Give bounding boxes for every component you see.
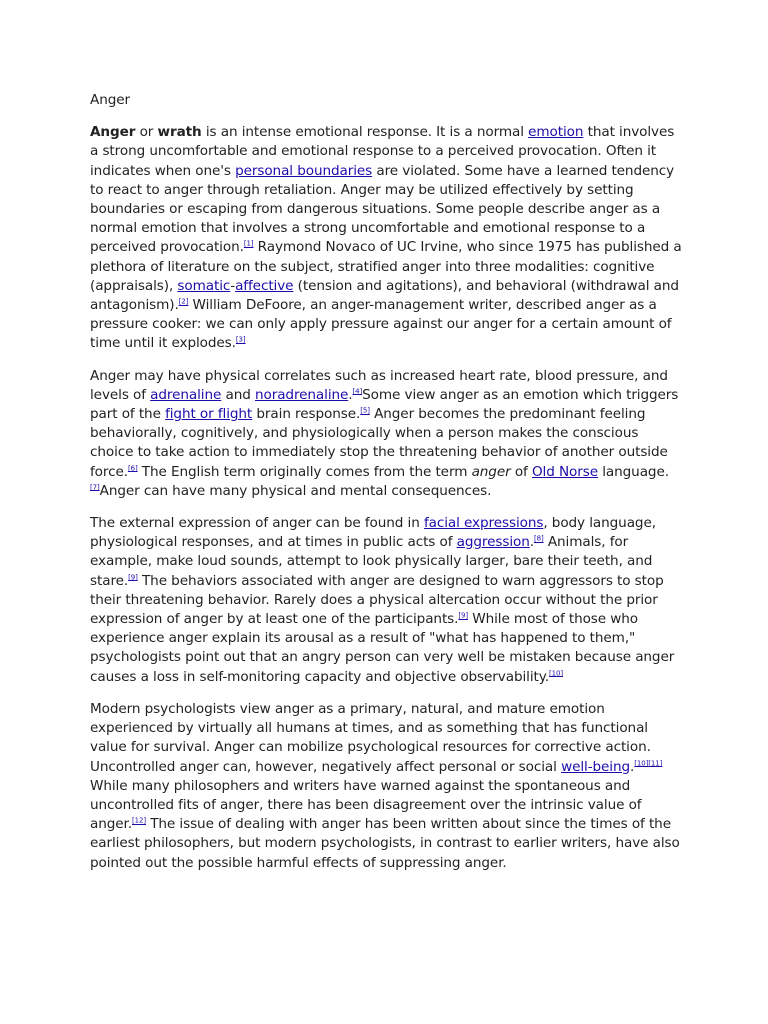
citation-superscript [534, 535, 544, 543]
text-run: Anger becomes the predominant feeling behaviorally, cognitively, and physiologically when a person makes the conscious choice to take action to immediately stop the threatening behavior of another outside force. [90, 406, 668, 480]
text-run: . [630, 758, 635, 775]
citation-superscript [458, 612, 468, 620]
text-run: of [510, 463, 532, 480]
citation-link[interactable]: [10] [548, 669, 563, 678]
text-run: are violated. Some have a learned tendency to react to anger through retaliation. Anger may be utilized effectively by setting boundaries or escaping from dangerous situations. Some people describe anger as a normal emotion that involves a strong uncomfortable and emotional response to a perceived provocation. [90, 162, 675, 256]
text-run: or [135, 124, 158, 141]
text-run: The English term originally comes from the term [137, 463, 472, 480]
text-run: is an intense emotional response. It is a normal [201, 124, 529, 141]
text-run: . [348, 386, 353, 403]
text-run: (tension and agitations), and behavioral (withdrawal and antagonism). [90, 277, 679, 314]
citation-superscript [179, 298, 189, 306]
citation-superscript [132, 817, 146, 825]
citation-link[interactable]: [6] [127, 464, 138, 473]
text-run: William DeFoore, an anger-management writer, described anger as a pressure cooker: we can only apply pressure against our anger for a certain amount of time until it explodes. [90, 297, 672, 352]
text-run: The issue of dealing with anger has been written about since the times of the earliest philosophers, but modern psychologists, in contrast to earlier writers, have also pointed out the possible harmful effects of suppressing anger. [90, 816, 680, 871]
citation-link[interactable]: [2] [178, 297, 189, 306]
link-adrenaline[interactable]: adrenaline [150, 386, 222, 403]
citation-superscript [634, 759, 648, 767]
link-old-norse[interactable]: Old Norse [531, 463, 598, 480]
paragraph-4 [90, 700, 682, 873]
italic-term: anger [471, 463, 511, 480]
text-run: Modern psychologists view anger as a primary, natural, and mature emotion experienced by virtually all humans at times, and as something that has functional value for survival. Anger can mobilize psychological resources for corrective action. Uncontrolled anger can, however, negatively affect personal or social [90, 700, 651, 775]
citation-link[interactable]: [4] [352, 387, 363, 396]
citation-link[interactable]: [9] [128, 573, 138, 582]
paragraph-1 [90, 123, 682, 353]
paragraph-2 [90, 367, 682, 501]
text-run: The behaviors associated with anger are designed to warn aggressors to stop their threatening behavior. Rarely does a physical altercation occur without the prior expression of anger by at least one of the participants. [90, 572, 664, 628]
link-well-being[interactable]: well-being [561, 758, 631, 775]
text-run: Raymond Novaco of UC Irvine, who since 1975 has published a plethora of literature on the subject, stratified anger into three modalities: cognitive (appraisals), [90, 239, 682, 294]
article-body [90, 123, 682, 873]
citation-superscript [648, 759, 662, 767]
citation-link[interactable]: [8] [533, 534, 544, 543]
citation-link[interactable]: [5] [360, 406, 370, 415]
text-run: , body language, physiological responses, and at times in public acts of [90, 515, 656, 551]
text-run: The external expression of anger can be found in [90, 515, 424, 532]
citation-link[interactable]: [11] [648, 758, 663, 767]
citation-superscript [353, 387, 363, 395]
citation-superscript [360, 407, 370, 415]
link-aggression[interactable]: aggression [456, 534, 530, 551]
citation-superscript [128, 573, 138, 581]
text-run: Anger can have many physical and mental consequences. [99, 482, 492, 499]
link-somatic[interactable]: somatic [177, 277, 231, 294]
citation-superscript [244, 240, 254, 248]
bold-term: wrath [157, 124, 202, 141]
text-run: Some view anger as an emotion which triggers part of the [90, 386, 679, 423]
page-title: Anger [90, 92, 130, 108]
link-noradrenaline[interactable]: noradrenaline [254, 386, 349, 403]
link-emotion[interactable]: emotion [528, 124, 584, 141]
text-run: brain response. [252, 406, 361, 423]
text-run: . [529, 534, 534, 551]
link-fight-or-flight[interactable]: fight or flight [165, 406, 253, 423]
text-run: While most of those who experience anger explain its arousal as a result of "what has happened to them," psychologists point out that an angry person can very well be mistaken because anger causes a loss in self-monitoring capacity and objective observability. [90, 611, 675, 685]
text-run: Animals, for example, make loud sounds, attempt to look physically larger, bare their teeth, and stare. [90, 534, 653, 589]
document-page [90, 91, 682, 886]
text-run: language. [598, 463, 669, 480]
link-facial-expressions[interactable]: facial expressions [423, 515, 544, 532]
text-run: that involves a strong uncomfortable and emotional response to a perceived provocation. Often it indicates when one's [90, 124, 675, 179]
citation-link[interactable]: [10] [634, 758, 649, 767]
text-run: - [230, 277, 236, 294]
paragraph-3 [90, 514, 682, 687]
citation-link[interactable]: [7] [90, 483, 100, 492]
citation-link[interactable]: [3] [235, 335, 246, 344]
citation-superscript [236, 336, 246, 344]
citation-link[interactable]: [9] [458, 611, 469, 620]
citation-superscript [549, 669, 563, 677]
text-run: While many philosophers and writers have warned against the spontaneous and uncontrolled fits of anger, there has been disagreement over the intrinsic value of anger. [90, 777, 642, 833]
text-run: and [221, 386, 255, 403]
link-affective[interactable]: affective [235, 277, 294, 294]
text-run: Anger may have physical correlates such as increased heart rate, blood pressure, and levels of [90, 367, 668, 403]
citation-superscript [128, 464, 138, 472]
citation-superscript [90, 483, 100, 491]
link-personal-boundaries[interactable]: personal boundaries [235, 162, 373, 179]
citation-link[interactable]: [12] [132, 816, 146, 825]
bold-term: Anger [90, 124, 136, 141]
citation-link[interactable]: [1] [243, 239, 254, 248]
